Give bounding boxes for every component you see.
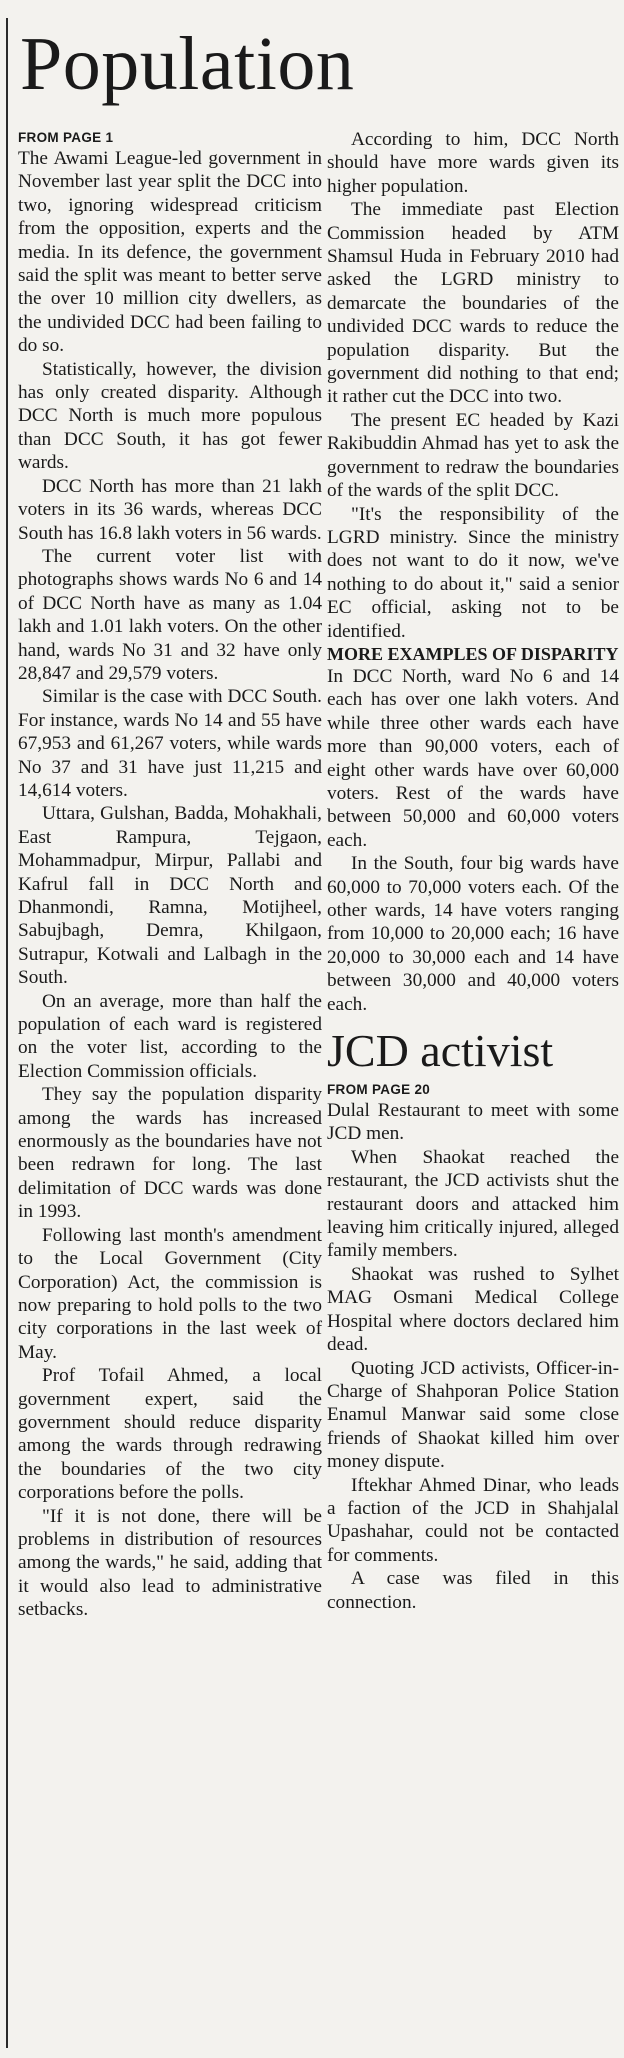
paragraph: Similar is the case with DCC South. For instance, wards No 14 and 55 have 67,953 and 61,267 voters, while wards No 37 and 31 have just 11,215 and 14,614 voters. xyxy=(18,686,322,801)
paragraph: In DCC North, ward No 6 and 14 each has over one lakh voters. And while three other wards each have more than 90,000 voters, each of eight other wards have over 60,000 voters. Rest of the wards have between 50,000 and 60,000 voters each. xyxy=(327,665,619,851)
column-rule xyxy=(6,18,8,2048)
paragraph: Quoting JCD activists, Officer-in-Charge of Shahporan Police Station Enamul Manwar said some close friends of Shaokat killed him over money dispute. xyxy=(327,1357,619,1473)
paragraph: Following last month's amendment to the Local Government (City Corporation) Act, the commission is now preparing to hold polls to the two city corporations in the last week of May. xyxy=(18,1224,322,1363)
second-kicker: FROM PAGE 20 xyxy=(327,1082,431,1098)
paragraph: According to him, DCC North should have more wards given its higher population. xyxy=(327,129,619,197)
paragraph: Shaokat was rushed to Sylhet MAG Osmani Medical College Hospital where doctors declared him dead. xyxy=(327,1263,619,1356)
paragraph: "It's the responsibility of the LGRD ministry. Since the ministry does not want to do it now, we've nothing to do about it," said a senior EC official, asking not to be identified. xyxy=(327,503,619,642)
paragraph: Iftekhar Ahmed Dinar, who leads a faction of the JCD in Shahjalal Upashahar, could not be contacted for comments. xyxy=(327,1474,619,1566)
paragraph: Statistically, however, the division has only created disparity. Although DCC North is much more populous than DCC South, it has got fewer wards. xyxy=(18,358,322,474)
paragraph: On an average, more than half the population of each ward is registered on the voter list, according to the Election Commission officials. xyxy=(18,990,322,1082)
paragraph-continued: "If it is not done, there will be problems in distribution of resources among the wards," he said, adding that it would also lead to administrative setbacks. xyxy=(18,1505,322,1621)
left-column xyxy=(18,128,322,1622)
main-kicker: FROM PAGE 1 xyxy=(18,130,114,145)
paragraph: In the South, four big wards have 60,000 to 70,000 voters each. Of the other wards, 14 have voters ranging from 10,000 to 20,000 each; 16 have 20,000 to 30,000 each and 14 have between 30,000 and 40,000 voters each. xyxy=(327,853,619,1015)
section-subhead: MORE EXAMPLES OF DISPARITY xyxy=(327,643,619,664)
main-headline: Population xyxy=(20,22,355,106)
paragraph: Uttara, Gulshan, Badda, Mohakhali, East Rampura, Tejgaon, Mohammadpur, Mirpur, Pallabi and Kafrul fall in DCC North and Dhanmondi, Ramna, Motijheel, Sabujbagh, Demra, Khilgaon, Sutrapur, Kotwali and Lalbagh in the South. xyxy=(18,803,322,989)
paragraph: The present EC headed by Kazi Rakibuddin Ahmad has yet to ask the government to redraw the boundaries of the wards of the split DCC. xyxy=(327,409,619,502)
paragraph: Prof Tofail Ahmed, a local government expert, said the government should reduce disparity among the wards through redrawing the boundaries of the two city corporations before the polls. xyxy=(18,1365,322,1504)
paragraph: The current voter list with photographs shows wards No 6 and 14 of DCC North have as many as 1.04 lakh and 1.01 lakh voters. On the other hand, wards No 31 and 32 have only 28,847 and 29,579 voters. xyxy=(18,545,322,684)
paragraph: DCC North has more than 21 lakh voters in its 36 wards, whereas DCC South has 16.8 lakh voters in 56 wards. xyxy=(18,475,322,544)
paragraph: Dulal Restaurant to meet with some JCD men. xyxy=(327,1100,619,1145)
paragraph: When Shaokat reached the restaurant, the JCD activists shut the restaurant doors and attacked him leaving him critically injured, alleged family members. xyxy=(327,1146,619,1262)
paragraph: The Awami League-led government in November last year split the DCC into two, ignoring widespread criticism from the opposition, experts and the media. In its defence, the government said the split was meant to better serve the over 10 million city dwellers, as the undivided DCC had been failing to do so. xyxy=(18,148,322,357)
paragraph: They say the population disparity among the wards has increased enormously as the boundaries have not been redrawn for long. The last delimitation of DCC wards was done in 1993. xyxy=(18,1084,322,1223)
paragraph: A case was filed in this connection. xyxy=(327,1568,619,1613)
paragraph: The immediate past Election Commission headed by ATM Shamsul Huda in February 2010 had asked the LGRD ministry to demarcate the boundaries of the undivided DCC wards to reduce the population disparity. But the government did nothing to that end; it rather cut the DCC into two. xyxy=(327,199,619,408)
right-column xyxy=(327,128,619,1614)
second-headline: JCD activist xyxy=(327,1025,554,1077)
